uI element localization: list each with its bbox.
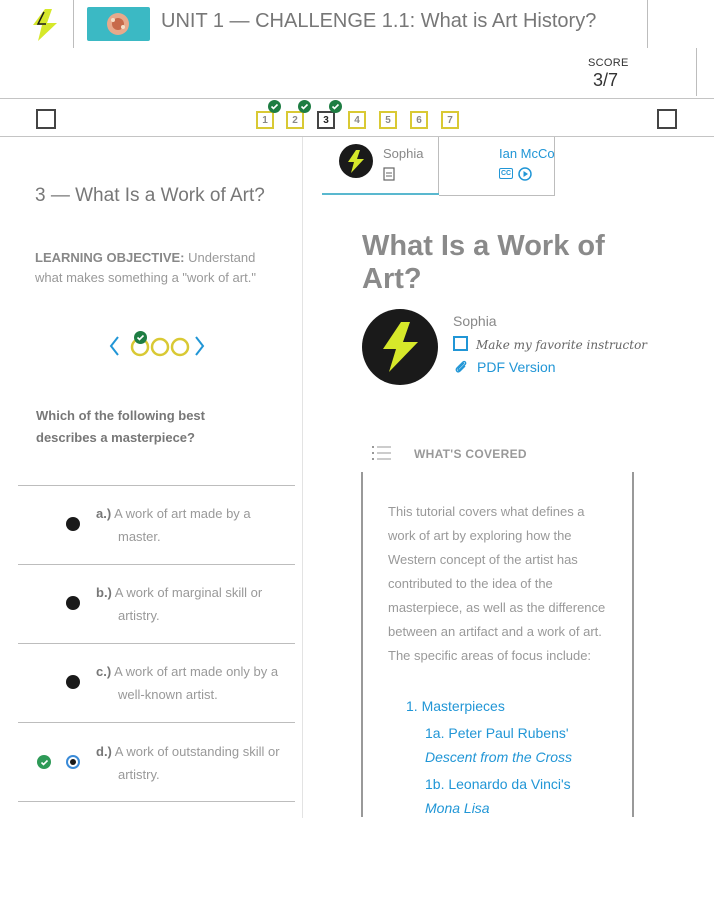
instructor-avatar [361,308,439,391]
option-divider [18,564,295,565]
option-divider [18,722,295,723]
nav-bottom-border [0,136,714,137]
header-divider [73,0,74,48]
topic-davinci-work-link[interactable]: Mona Lisa [425,800,490,816]
panel-divider [302,137,303,818]
correct-check-icon [37,755,51,769]
option-divider [18,485,295,486]
chevron-right-icon [196,337,203,355]
option-b[interactable]: b.) A work of marginal skill or artistry. [96,585,263,623]
play-icon[interactable] [518,167,532,186]
tutorial-title: What Is a Work of Art? [362,230,605,295]
topic-rubens-link[interactable]: 1a. Peter Paul Rubens' [425,725,569,741]
covered-box-left-border [361,472,363,817]
question-prompt: Which of the following best describes a masterpiece? [36,408,205,445]
tab-bottom-border [439,195,555,196]
option-d[interactable]: d.) A work of outstanding skill or artistry. [96,744,280,782]
chevron-left-icon [111,337,118,355]
check-icon [298,100,311,113]
option-a[interactable]: a.) A work of art made by a master. [96,506,251,544]
sophia-logo-icon[interactable] [30,6,60,44]
question-step-3[interactable]: 3 [317,111,335,129]
check-icon [134,331,147,344]
whats-covered-label: WHAT'S COVERED [414,447,527,461]
carousel [108,332,208,367]
tab-active-indicator [322,193,439,195]
next-square-button[interactable] [657,109,677,129]
option-a-radio[interactable] [66,517,80,531]
option-divider [18,643,295,644]
question-step-7[interactable]: 7 [441,111,459,129]
question-step-1[interactable]: 1 [256,111,274,129]
nav-top-border [0,98,714,99]
question-step-2[interactable]: 2 [286,111,304,129]
tab-divider [438,137,439,195]
page-title: UNIT 1 — CHALLENGE 1.1: What is Art History? [161,10,597,32]
option-d-radio[interactable] [66,755,80,769]
question-step-5[interactable]: 5 [379,111,397,129]
covered-box-right-border [632,472,634,817]
tab-sophia-label[interactable]: Sophia [383,146,424,161]
topic-davinci-link[interactable]: 1b. Leonardo da Vinci's [425,776,571,792]
option-b-radio[interactable] [66,596,80,610]
question-heading: 3 — What Is a Work of Art? [35,185,265,206]
question-step-4[interactable]: 4 [348,111,366,129]
question-step-6[interactable]: 6 [410,111,428,129]
document-icon[interactable] [383,167,395,186]
paperclip-icon[interactable] [454,359,468,380]
check-icon [268,100,281,113]
option-c-radio[interactable] [66,675,80,689]
carousel-dot-2 [152,339,168,355]
prev-square-button[interactable] [36,109,56,129]
unit-thumbnail [87,7,150,41]
topic-masterpieces-link[interactable]: 1. Masterpieces [406,698,505,714]
closed-caption-icon[interactable]: CC [500,170,512,177]
list-icon [372,445,392,466]
option-c[interactable]: c.) A work of art made only by a well-known artist. [96,664,279,702]
score-value: 3/7 [593,70,619,90]
pdf-version-link[interactable]: PDF Version [477,359,556,375]
tutorial-summary: This tutorial covers what defines a work of art by exploring how the Western concept of the artist has contributed to the idea of the masterpiece, as well as the difference between an artifact and a work of art. The specific areas of focus include: [388,504,606,663]
header-divider-right [647,0,648,48]
score-label: SCORE [588,57,629,69]
favorite-checkbox[interactable] [453,336,468,351]
score-divider [696,48,697,96]
option-divider [18,801,295,802]
instructor-name: Sophia [453,313,497,329]
learning-objective: LEARNING OBJECTIVE: Understand what makes something a "work of art." [35,250,256,285]
carousel-dot-3 [172,339,188,355]
tab-sophia-avatar[interactable] [338,143,374,184]
check-icon [329,100,342,113]
favorite-label[interactable]: Make my favorite instructor [476,338,648,352]
tab-ian-label[interactable]: Ian McCo [499,146,555,161]
topic-rubens-work-link[interactable]: Descent from the Cross [425,749,573,765]
